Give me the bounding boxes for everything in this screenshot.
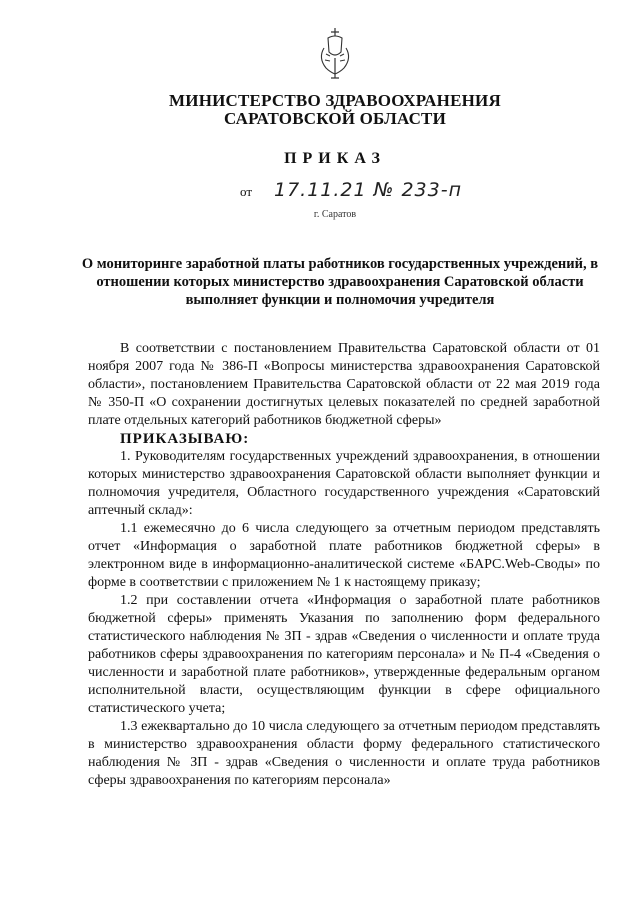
orders-heading: ПРИКАЗЫВАЮ: — [120, 431, 250, 447]
ministry-name-line-1: МИНИСТЕРСТВО ЗДРАВООХРАНЕНИЯ — [169, 91, 501, 110]
order-date-prefix: от — [240, 184, 253, 199]
clause-1-1-paragraph: 1.1 ежемесячно до 6 числа следующего за отчетным периодом представлять отчет «Информация о заработной плате работников бюджетной сферы» в электронном виде в информационно-аналитической системе «БАРС.Web-Своды» по форме в соответствии с приложением № 1 к настоящему приказу; — [88, 521, 600, 590]
order-date-number-line — [240, 180, 510, 206]
clause-1-3-paragraph: 1.3 ежеквартально до 10 числа следующего за отчетным периодом представлять в министерство здравоохранения области форму федерального статистического наблюдения № ЗП - здрав «Сведения о численности и оплате труда работников сферы здравоохранения по категориям персонала» — [88, 719, 600, 788]
ministry-name-line-2: САРАТОВСКОЙ ОБЛАСТИ — [223, 109, 447, 128]
order-handwritten-number: 17.11.21 № 233-п — [274, 179, 462, 201]
preamble-paragraph: В соответствии с постановлением Правительства Саратовской области от 01 ноября 2007 года № 386-П «Вопросы министерства здравоохранения Саратовской области», постановлением Правительства Саратовской области от 22 мая 2019 года № 350-П «О сохранении достигнутых целевых показателей по средней заработной плате отдельных категорий работников бюджетной сферы» — [88, 341, 600, 428]
clause-1-paragraph: 1. Руководителям государственных учреждений здравоохранения, в отношении которых министерство здравоохранения Саратовской области выполняет функции и полномочия учредителя, Областного государственного учреждения «Саратовский аптечный склад»: — [88, 449, 600, 518]
coat-of-arms-icon — [314, 24, 356, 82]
order-city: г. Саратов — [313, 209, 357, 220]
document-body — [88, 340, 600, 790]
order-title: ПРИКАЗ — [284, 150, 386, 167]
document-heading: О мониторинге заработной платы работников государственных учреждений, в отношении которых министерство здравоохранения Саратовской области выполняет функции и полномочия учредителя — [81, 256, 599, 308]
clause-1-2-paragraph: 1.2 при составлении отчета «Информация о заработной плате работников бюджетной сферы» применять Указания по заполнению форм федерального статистического наблюдения № ЗП - здрав «Сведения о численности и оплате труда работников сферы здравоохранения по категориям персонала» и № П-4 «Сведения о численности и заработной плате работников», утвержденные федеральным органом исполнительной власти, осуществляющим функции в сфере официального статистического учета; — [88, 593, 600, 716]
